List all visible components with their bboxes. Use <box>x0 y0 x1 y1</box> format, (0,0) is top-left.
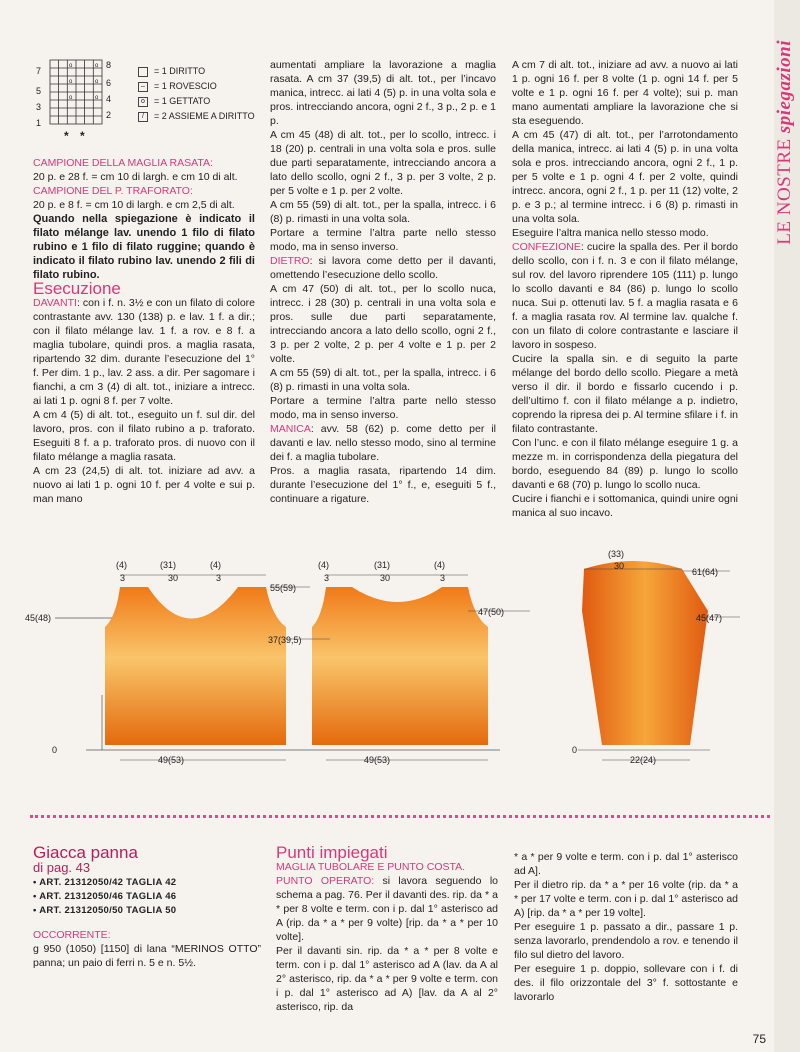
chart-symbol: o <box>69 63 73 69</box>
chart-symbol: o <box>95 95 99 101</box>
legend-item: = 1 ROVESCIO <box>154 81 217 91</box>
legend-item: = 1 GETTATO <box>154 96 211 106</box>
paragraph: Per eseguire 1 p. passato a dir., passare 1 p. senza lavorarlo, prendendolo a rov. e tenendo il filo sul dietro del lavoro. <box>514 921 738 961</box>
label-punto-operato: PUNTO OPERATO: <box>276 875 375 887</box>
chart-symbol: o <box>69 95 73 101</box>
stitch-chart <box>30 58 120 142</box>
row-num: 3 <box>36 102 42 112</box>
chart-symbol: o <box>95 79 99 85</box>
paragraph: A cm 4 (5) di alt. tot., eseguito un f. sul dir. del lavoro, pros. con il filato rubino a p. traforato. Eseguiti 8 f. a p. traforato pros. di nuovo con il filato mélange a maglia rasata. <box>33 409 255 463</box>
chart-marker: * <box>80 129 85 143</box>
paragraph: A cm 45 (47) di alt. tot., per l’arrotondamento della manica, intrecc. ai lati 4 (5) p. in una volta sola e pros. intrecciando ancora, ogni 2 f., 1 p. per 5 volte e 1 p. ogni 4 f. per 2 volte, quindi intrecc. ancora, ogni 2 f., 1 p. per 11 (12) volte, 2 p. e 3 p.; al termine intrecc. i 6 (8) p. rimasti in una volta sola. <box>512 129 738 225</box>
dim-label: (4) <box>210 560 221 570</box>
chart-symbol: o <box>95 63 99 69</box>
paragraph: Con l’unc. e con il filato mélange eseguire 1 g. a mezze m. in corrispondenza della piegatura del bordo, eseguendo 84 (89) p. lungo lo scollo davanti e 68 (70) p. lungo lo scollo nuca. <box>512 437 738 491</box>
dim-label: 47(50) <box>478 607 505 617</box>
paragraph: Portare a termine l’altra parte nello stesso modo, ma in senso inverso. <box>270 395 496 421</box>
row-num: 1 <box>36 118 42 128</box>
back-piece-shape <box>312 587 488 745</box>
dim-label: 61(64) <box>692 567 719 577</box>
paragraph: Pros. a maglia rasata, ripartendo 14 dim. durante l’esecuzione del 1° f., e, eseguiti 5 f., continuare a rigature. <box>270 465 496 505</box>
paragraph: Cucire i fianchi e i sottomanica, quindi unire ogni manica al suo incavo. <box>512 493 738 519</box>
materials-text: g 950 (1050) [1150] di lana “MERINOS OTTO” panna; un paio di ferri n. 5 e n. 5½. <box>33 943 261 969</box>
dim-label: 55(59) <box>270 583 297 593</box>
sleeve-shape <box>582 561 708 745</box>
label-davanti: DAVANTI <box>33 297 77 309</box>
stitches-subtitle: MAGLIA TUBOLARE E PUNTO COSTA. <box>276 861 466 873</box>
row-num: 8 <box>106 60 112 70</box>
row-num: 6 <box>106 78 112 88</box>
paragraph: Cucire la spalla sin. e di seguito la parte mélange del bordo dello scollo. Piegare a metà verso il dir. il bordo e fissarlo cucendo i p. dell’ultimo f. con il filato mélange a p. indietro, coprendo la ripresa dei p. Al termine sfilare i f. in filato contrastante. <box>512 353 738 435</box>
dim-label: (4) <box>318 560 329 570</box>
paragraph: A cm 45 (48) di alt. tot., per lo scollo, intrecc. i 18 (20) p. centrali in una volta sola e pros. sulle due parti separatamente, intrecciando ancora a lato dello scollo, ogni 2 f., 3 p. per 3 volte, 2 p. per 5 volte e 1 p. per 2 volte. <box>270 129 496 197</box>
dim-label: (33) <box>608 549 625 559</box>
paragraph: : avv. 58 (62) p. come detto per il davanti e lav. nello stesso modo, sino al termine dei f. a maglia tubolare. <box>270 423 496 463</box>
dim-label: 3 <box>440 573 446 583</box>
page-number: 75 <box>752 1032 766 1046</box>
section-title-vertical <box>774 40 796 245</box>
paragraph: A cm 47 (50) di alt. tot., per lo scollo nuca, intrecc. i 28 (30) p. centrali in una volta sola e pros. sulle due parti separatamente, intrecciando ancora a lato dello scollo, ogni 2 f., 3 p. per 2 volte, 2 p. per 4 volte e 1 p. per 2 volte. <box>270 283 496 365</box>
paragraph: Per il dietro rip. da * a * per 16 volte (rip. da * a * per 17 volte e term. con i p. dal 1° asterisco ad A) [rip. da * a * per 19 volte]. <box>514 879 738 919</box>
dim-label: 3 <box>216 573 222 583</box>
materials-label: OCCORRENTE: <box>33 929 111 941</box>
section-heading: Esecuzione <box>33 279 121 298</box>
dim-label: 30 <box>614 561 625 571</box>
item-subtitle: di pag. 43 <box>33 860 91 875</box>
label-dietro: DIETRO <box>270 255 310 267</box>
paragraph: Portare a termine l’altra parte nello stesso modo, ma in senso inverso. <box>270 227 496 253</box>
label-manica: MANICA <box>270 423 311 435</box>
paragraph: Per eseguire 1 p. doppio, sollevare con i f. di des. il filo orizzontale del 3° f. sottostante e lavorarlo <box>514 963 738 1003</box>
row-num: 7 <box>36 66 42 76</box>
paragraph: : cucire la spalla des. Per il bordo dello scollo, con i f. n. 3 e con il filato mélange, sul rov. del lavoro riprendere 105 (111) p. lungo lo scollo davanti e 84 (86) p. lungo lo scollo nuca. Sui p. ottenuti lav. 5 f. a maglia rasata e 6 f. a maglia rasata rov. Al termine lav. qualche f. con un filato di colore contrastante e lasciare il lavoro in sospeso. <box>512 241 738 351</box>
paragraph: * a * per 9 volte e term. con i p. dal 1° asterisco ad A]. <box>514 851 738 877</box>
vertical-text: LE NOSTRE <box>774 133 795 245</box>
garment-schematics <box>25 545 750 775</box>
paragraph: : con i f. n. 3½ e con un filato di colore contrastante avv. 130 (138) p. e lav. 1 f. a dir.; con il filato mélange lav. 1 f. a rov. e 8 f. a maglia tubolare, quindi pros. a maglia rasata, ripartendo 32 dim. durante l’esecuzione del 1° f. Per dim. 1 p., lav. 2 ass. a dir. Per sagomare i fianchi, a cm 3 (4) di alt. tot., iniziare a intrecc. ai lati 1 p. ogni 8 f. per 7 volte. <box>33 297 255 407</box>
row-num: 5 <box>36 86 42 96</box>
paragraph: : si lavora come detto per il davanti, omettendo l’esecuzione dello scollo. <box>270 255 496 281</box>
paragraph: Eseguire l’altra manica nello stesso modo. <box>512 227 709 239</box>
dim-label: (31) <box>374 560 391 570</box>
legend-item: = 2 ASSIEME A DIRITTO <box>154 111 255 121</box>
front-piece-shape <box>105 587 286 745</box>
column-3 <box>512 58 738 520</box>
article-line: • ART. 21312050/42 TAGLIA 42 <box>33 877 177 888</box>
article-line: • ART. 21312050/46 TAGLIA 46 <box>33 891 177 902</box>
chart-legend <box>138 64 255 124</box>
row-num: 4 <box>106 94 112 104</box>
dim-label: (4) <box>434 560 445 570</box>
dim-label: 3 <box>120 573 126 583</box>
label-confezione: CONFEZIONE <box>512 241 581 253</box>
sample-title: CAMPIONE DELLA MAGLIA RASATA: <box>33 157 213 169</box>
dim-label: 3 <box>324 573 330 583</box>
sample-text: 20 p. e 8 f. = cm 10 di largh. e cm 2,5 di alt. <box>33 199 235 211</box>
column-2 <box>270 58 496 506</box>
punti-column-2 <box>514 850 738 1004</box>
chart-marker: * <box>64 129 69 143</box>
dim-label: (4) <box>116 560 127 570</box>
row-num: 2 <box>106 110 112 120</box>
dim-label: 49(53) <box>364 755 391 765</box>
column-1 <box>33 156 255 506</box>
dim-label: 30 <box>168 573 179 583</box>
legend-item: = 1 DIRITTO <box>154 66 206 76</box>
item-title: Giacca panna <box>33 843 138 862</box>
chart-symbol: o <box>69 79 73 85</box>
dim-label: 30 <box>380 573 391 583</box>
dim-label: 49(53) <box>158 755 185 765</box>
paragraph: A cm 55 (59) di alt. tot., per la spalla, intrecc. i 6 (8) p. rimasti in una volta sola. <box>270 367 496 393</box>
paragraph: A cm 7 di alt. tot., iniziare ad avv. a nuovo ai lati 1 p. ogni 16 f. per 8 volte (1 p. ogni 14 f. per 5 volte e 1 p. ogni 16 f. per 4 volte); sui p. man mano aumentati ampliare la lavorazione che si sta eseguendo. <box>512 59 738 127</box>
dim-label: 0 <box>52 745 58 755</box>
k2tog-symbol-icon: / <box>138 112 148 122</box>
article-line: • ART. 21312050/50 TAGLIA 50 <box>33 905 177 916</box>
section-divider <box>30 815 770 818</box>
dim-label: 0 <box>572 745 578 755</box>
giacca-intro <box>33 843 261 970</box>
purl-symbol-icon: – <box>138 82 148 92</box>
dim-label: 37(39,5) <box>268 635 302 645</box>
vertical-text-italic: spiegazioni <box>774 40 795 134</box>
yarn-over-symbol-icon: o <box>138 97 148 107</box>
paragraph: A cm 55 (59) di alt. tot., per la spalla, intrecc. i 6 (8) p. rimasti in una volta sola. <box>270 199 496 225</box>
dim-label: 45(47) <box>696 613 723 623</box>
yarn-note: Quando nella spiegazione è indicato il filato mélange lav. unendo 1 filo di filato rubino e 1 filo di filato ruggine; quando è indicato il filato rubino lav. unendo 2 fili di filato rubino. <box>33 213 255 281</box>
paragraph: si lavora seguendo lo schema a pag. 76. Per il davanti des. rip. da * a * per 8 volte e term. con i p. dal 1° asterisco ad A (rip. da * a * per 9 volte) [rip. da * a * per 10 volte]. <box>276 875 498 943</box>
dim-label: 22(24) <box>630 755 657 765</box>
punti-column <box>276 843 498 1014</box>
stitches-heading: Punti impiegati <box>276 843 388 862</box>
paragraph: Per il davanti sin. rip. da * a * per 8 volte e term. con i p. dal 1° asterisco ad A (lav. da A al 2° asterisco, rip. da * a * per 9 volte e term. con i p. dal 1° asterisco ad A) [lav. da A al 2° asterisco, rip. da <box>276 945 498 1013</box>
sample-text: 20 p. e 28 f. = cm 10 di largh. e cm 10 di alt. <box>33 171 238 183</box>
dim-label: (31) <box>160 560 177 570</box>
paragraph: A cm 23 (24,5) di alt. tot. iniziare ad avv. a nuovo ai lati 1 p. ogni 10 f. per 4 volte e sui p. man mano <box>33 465 255 505</box>
sample-title: CAMPIONE DEL P. TRAFORATO: <box>33 185 193 197</box>
paragraph: aumentati ampliare la lavorazione a maglia rasata. A cm 37 (39,5) di alt. tot., per l’incavo manica, intrecc. ai lati 4 (5) p. in una volta sola e pros. intrecciando ancora, ogni 2 f., 3 p., 2 p. e 1 p. <box>270 59 496 127</box>
dim-label: 45(48) <box>25 613 52 623</box>
knit-symbol-icon <box>138 67 148 77</box>
